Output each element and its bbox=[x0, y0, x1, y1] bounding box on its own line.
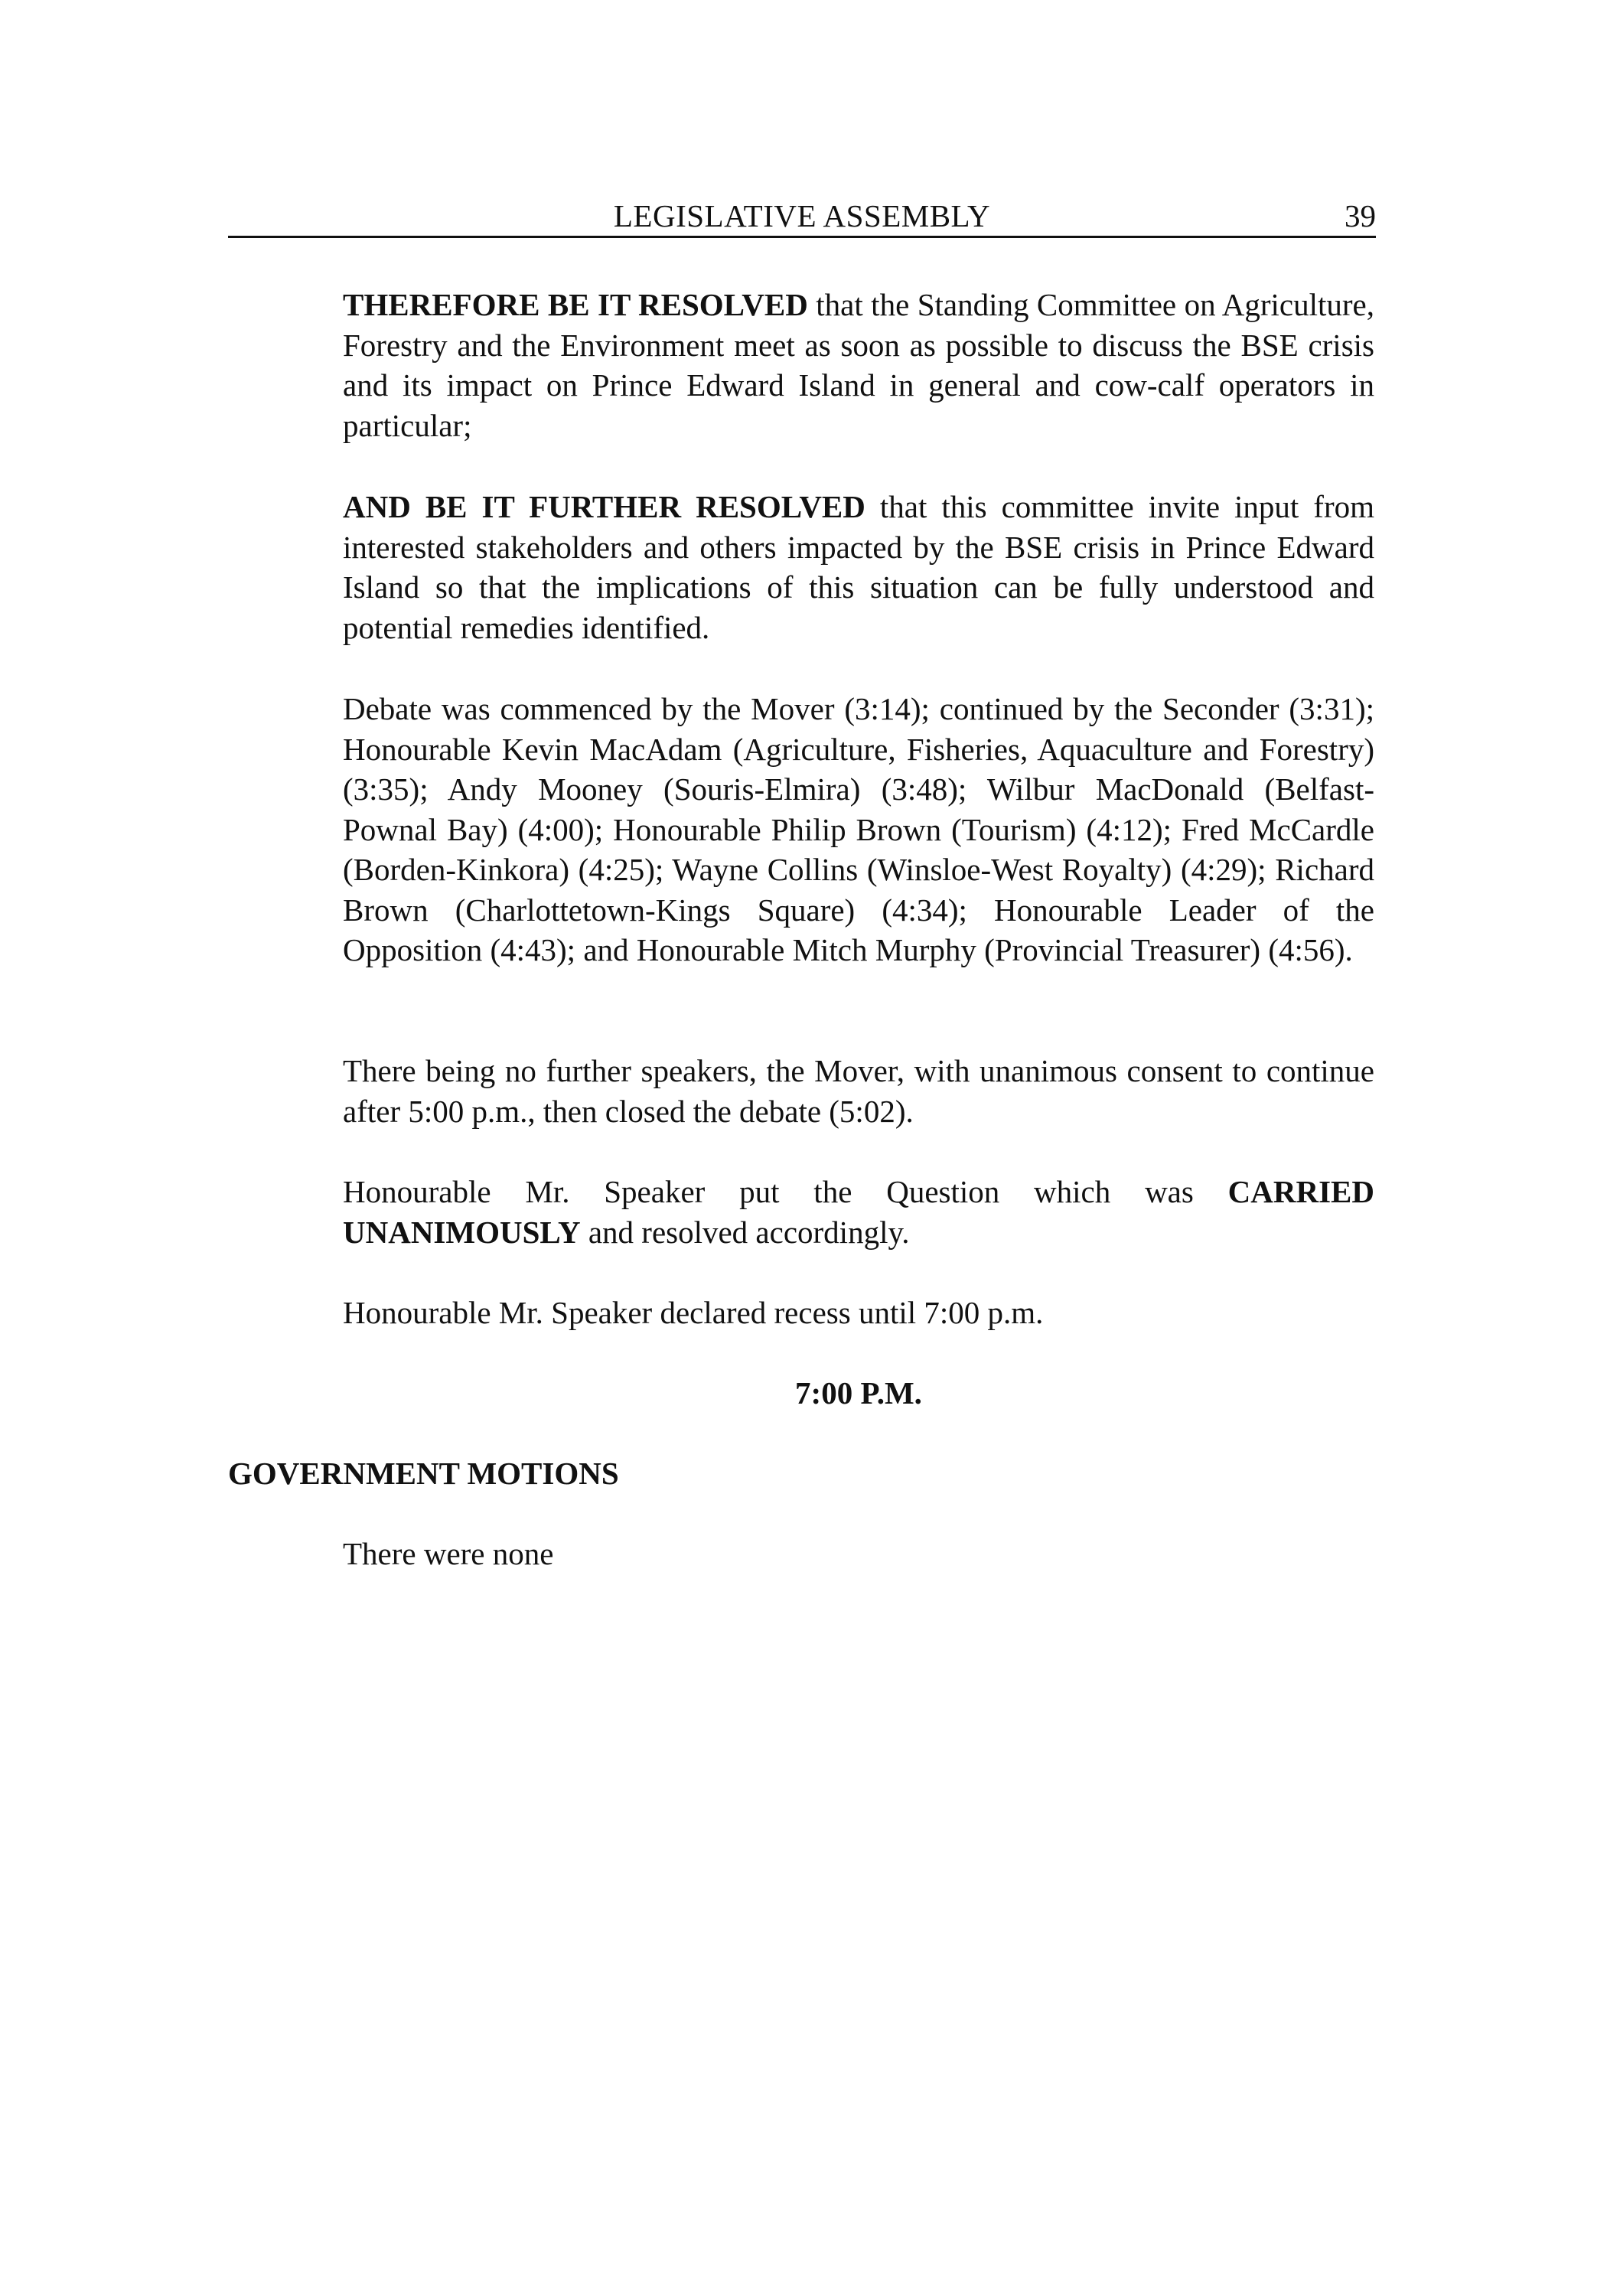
question-text-after: and resolved accordingly. bbox=[580, 1214, 910, 1250]
resolution-therefore-lead: THEREFORE BE IT RESOLVED bbox=[343, 287, 808, 322]
question-text: Honourable Mr. Speaker put the Question which was bbox=[343, 1174, 1228, 1209]
running-header bbox=[228, 193, 1376, 238]
question-paragraph bbox=[343, 1172, 1374, 1252]
resolution-further-lead: AND BE IT FURTHER RESOLVED bbox=[343, 489, 865, 524]
resolution-further-text: that this committee invite input from interested stakeholders and others impacted by the BSE crisis in Prince Edward Island so that the implications of this situation can be fully understood and potential remedies identified. bbox=[343, 489, 1374, 645]
question-result: CARRIED UNANIMOUSLY bbox=[343, 1174, 1374, 1250]
resolution-therefore-text: that the Standing Committee on Agriculture, Forestry and the Environment meet as soon as possible to discuss the BSE crisis and its impact on Prince Edward Island in general and cow-calf operators in particular; bbox=[343, 287, 1374, 443]
header-title: LEGISLATIVE ASSEMBLY bbox=[613, 198, 991, 233]
page-number: 39 bbox=[1345, 198, 1376, 233]
section-text: There were none bbox=[343, 1536, 554, 1571]
resolution-therefore bbox=[343, 285, 1374, 445]
section-heading: GOVERNMENT MOTIONS bbox=[228, 1456, 619, 1491]
recess-paragraph: Honourable Mr. Speaker declared recess until 7:00 p.m. bbox=[343, 1295, 1044, 1330]
closing-paragraph: There being no further speakers, the Mover, with unanimous consent to continue after 5:00 p.m., then closed the debate (5:02). bbox=[343, 1053, 1374, 1129]
resolution-further bbox=[343, 487, 1374, 647]
time-heading: 7:00 P.M. bbox=[795, 1375, 922, 1411]
debate-paragraph: Debate was commenced by the Mover (3:14); continued by the Seconder (3:31); Honourable Kevin MacAdam (Agriculture, Fisheries, Aquaculture and Forestry) (3:35); Andy Mooney (Souris-Elmira) (3:48); Wilbur MacDonald (Belfast-Pownal Bay) (4:00); Honourable Philip Brown (Tourism) (4:12); Fred McCardle (Borden-Kinkora) (4:25); Wayne Collins (Winsloe-West Royalty) (4:29); Richard Brown (Charlottetown-Kings Square) (4:34); Honourable Leader of the Opposition (4:43); and Honourable Mitch Murphy (Provincial Treasurer) (4:56). bbox=[343, 691, 1374, 967]
